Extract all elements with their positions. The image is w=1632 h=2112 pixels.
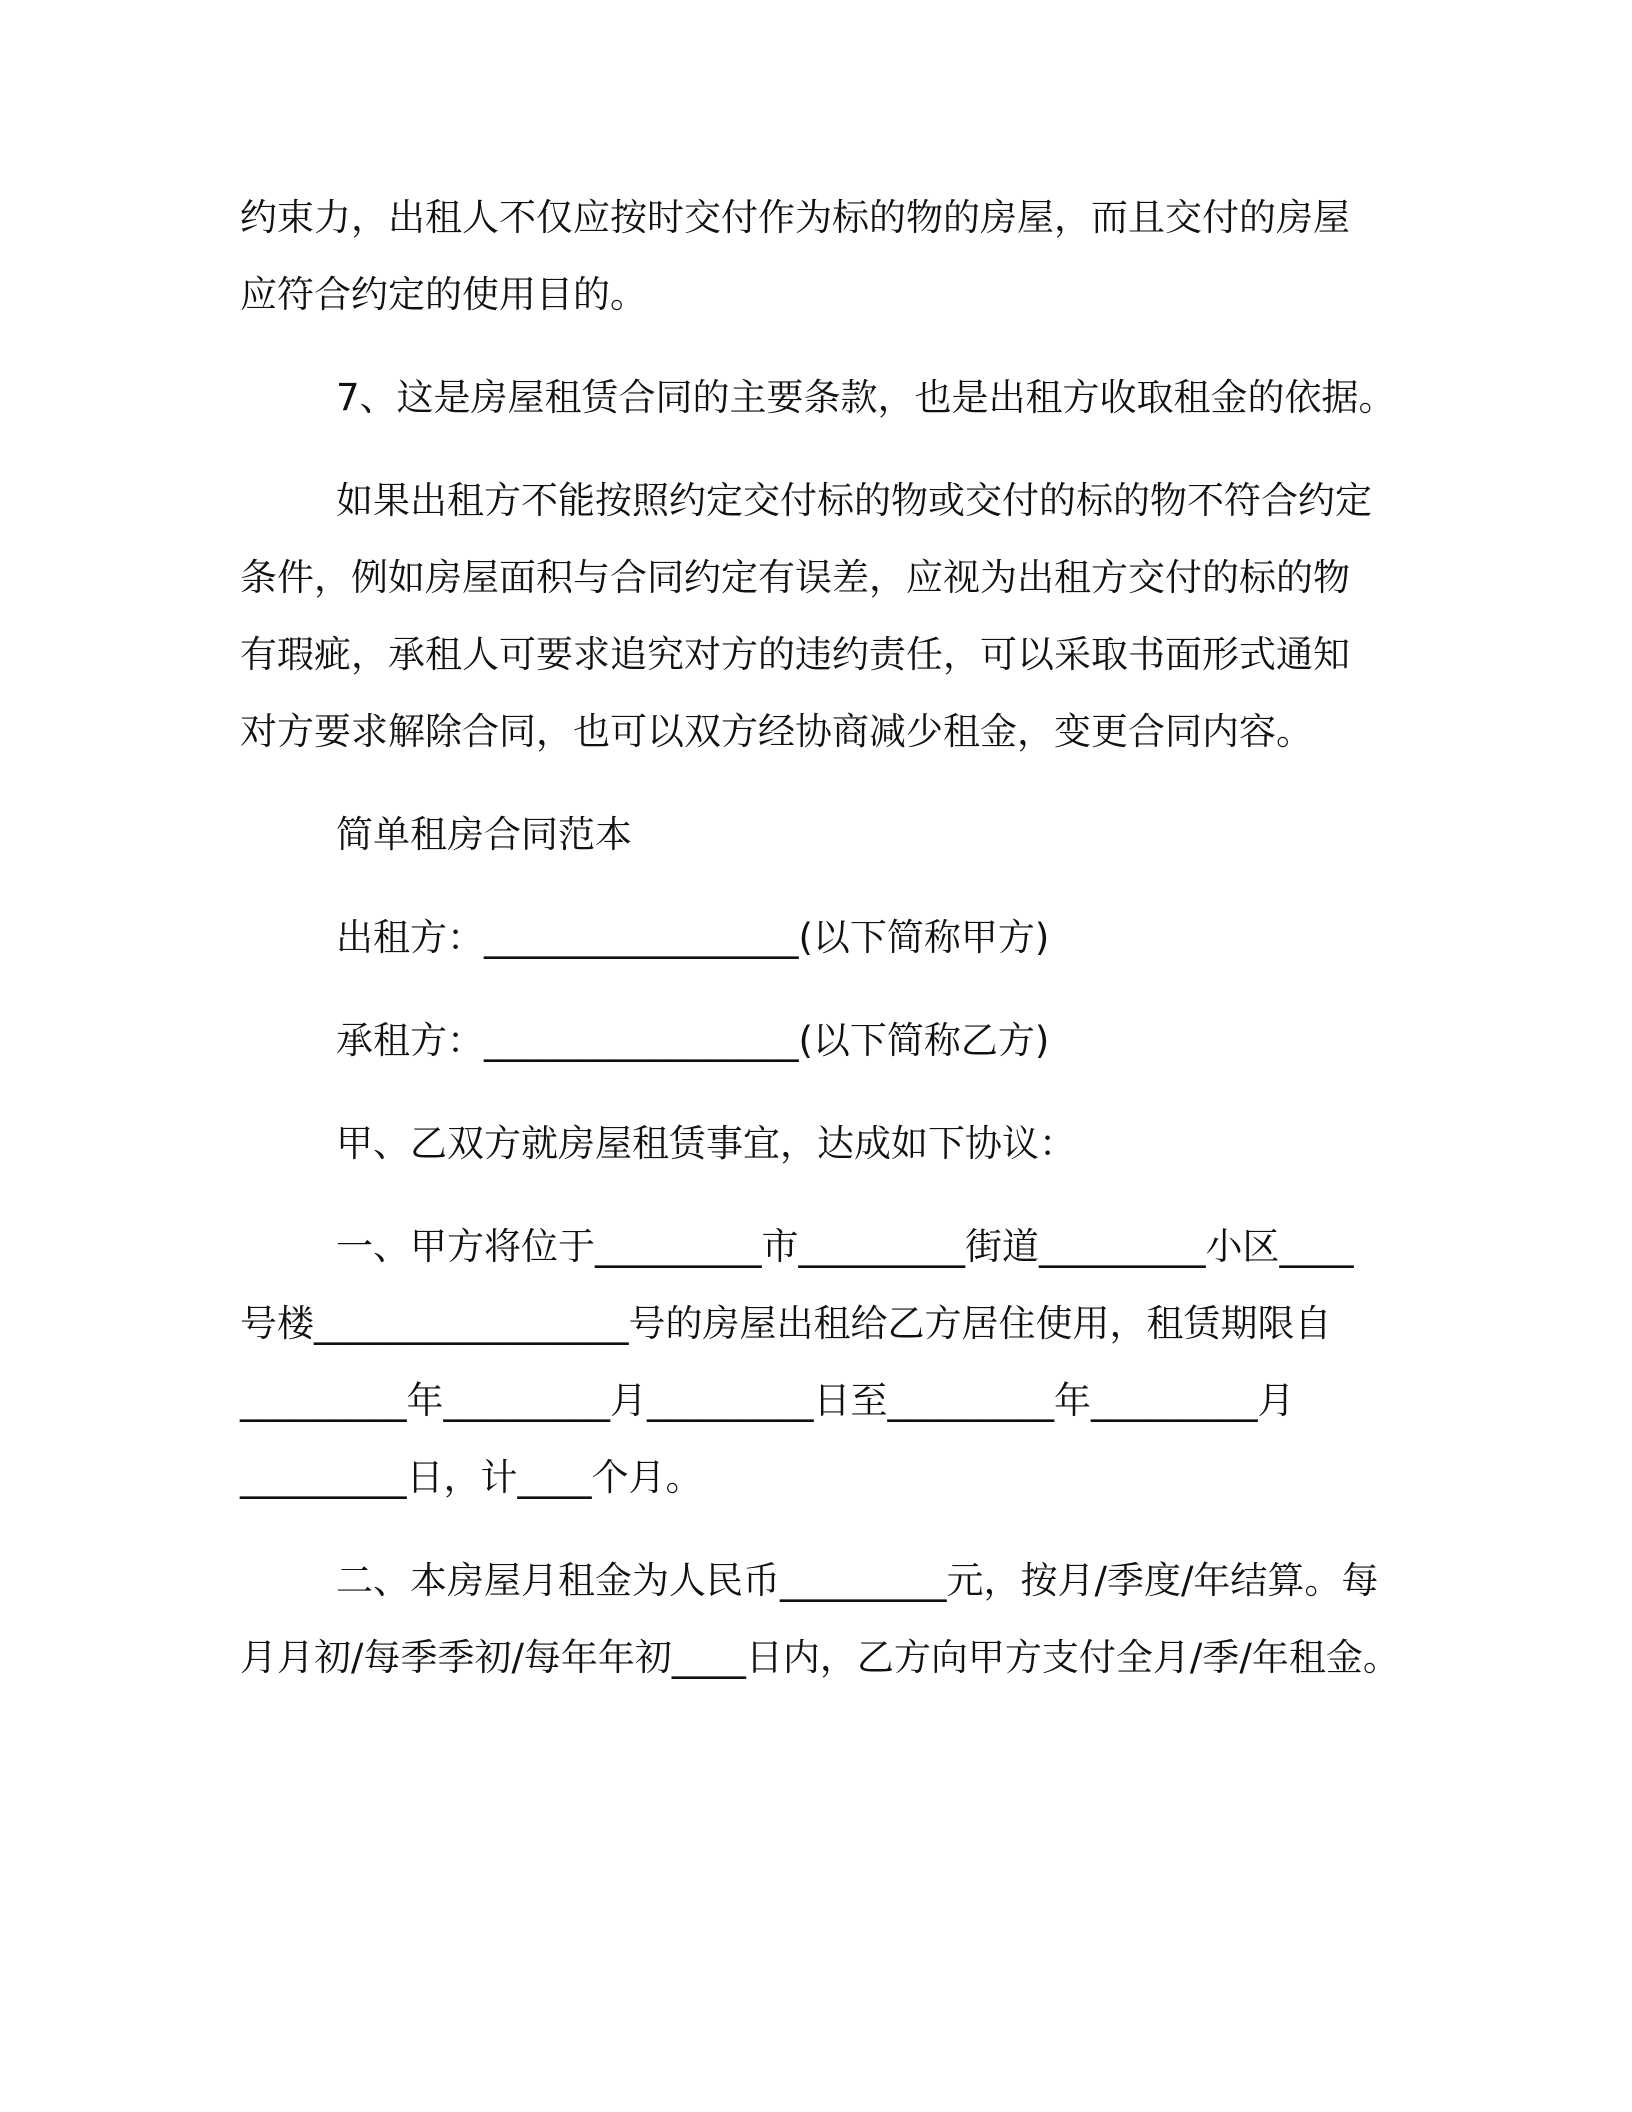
paragraph-line: 约束力，出租人不仅应按时交付作为标的物的房屋，而且交付的房屋 [240, 196, 1350, 239]
clause-2-line: 月月初/每季季初/每年年初____日内，乙方向甲方支付全月/季/年租金。 [240, 1636, 1400, 1679]
clause-1-line: 号楼_________________号的房屋出租给乙方居住使用，租赁期限自 [240, 1302, 1332, 1345]
clause-1-line: 一、甲方将位于_________市_________街道_________小区____ [336, 1225, 1354, 1268]
agreement-intro: 甲、乙双方就房屋租赁事宜，达成如下协议： [336, 1122, 1076, 1165]
paragraph-line: 如果出租方不能按照约定交付标的物或交付的标的物不符合约定 [336, 479, 1372, 522]
clause-7-line: 7、这是房屋租赁合同的主要条款，也是出租方收取租金的依据。 [336, 376, 1396, 419]
paragraph-line: 有瑕疵，承租人可要求追究对方的违约责任，可以采取书面形式通知 [240, 633, 1350, 676]
lessor-line: 出租方：_________________(以下简称甲方) [336, 916, 1050, 959]
paragraph-line: 条件，例如房屋面积与合同约定有误差，应视为出租方交付的标的物 [240, 556, 1350, 599]
clause-2-line: 二、本房屋月租金为人民币_________元，按月/季度/年结算。每 [336, 1559, 1379, 1602]
paragraph-line: 应符合约定的使用目的。 [240, 273, 647, 316]
section-heading: 简单租房合同范本 [336, 813, 632, 856]
clause-1-line: _________年_________月_________日至_________年_________月 [240, 1379, 1295, 1422]
clause-1-line: _________日，计____个月。 [240, 1456, 703, 1499]
paragraph-line: 对方要求解除合同，也可以双方经协商减少租金，变更合同内容。 [240, 710, 1313, 753]
lessee-line: 承租方：_________________(以下简称乙方) [336, 1019, 1050, 1062]
